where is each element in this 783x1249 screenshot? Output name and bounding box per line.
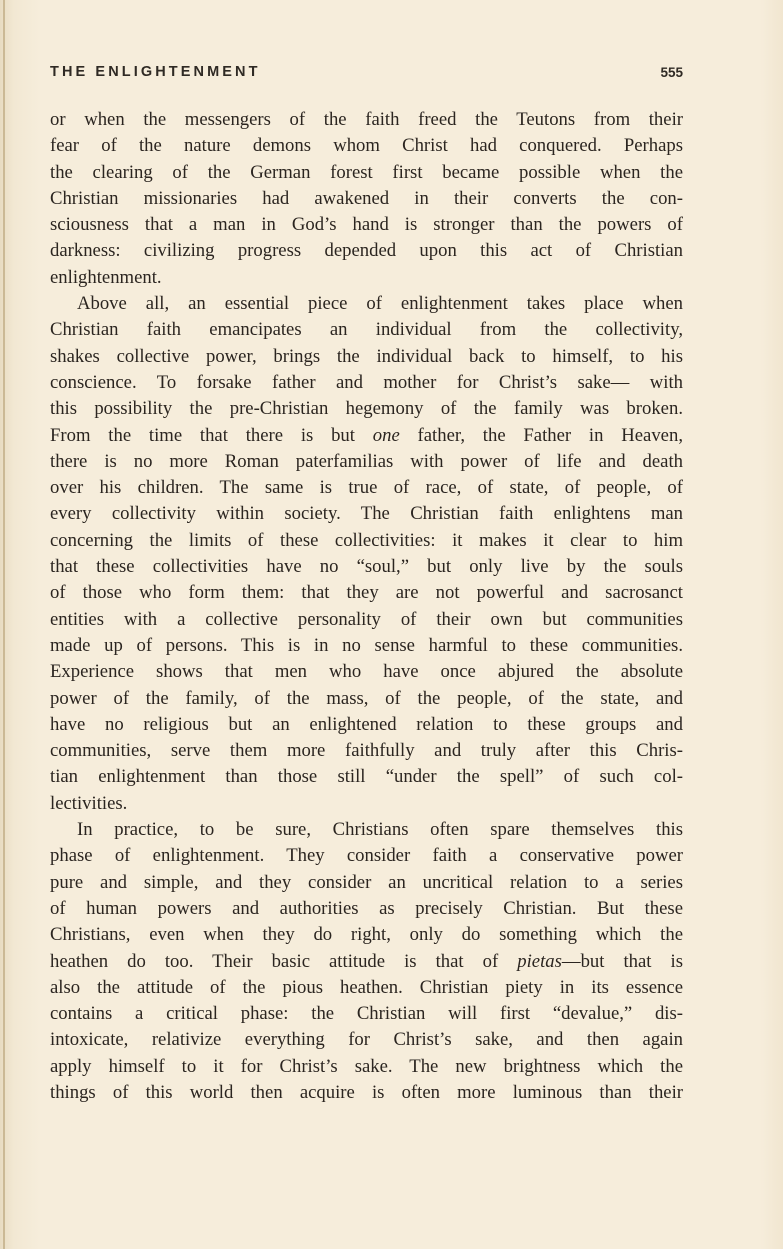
- text-line: or when the messengers of the faith freed the Teutons from their: [50, 109, 683, 130]
- text-line: Christian faith emancipates an individual from the collectivity,: [50, 319, 683, 341]
- text-segment: heathen do too. Their basic attitude is that of: [50, 950, 518, 972]
- text-line: In practice, to be sure, Christians often spare themselves this: [77, 819, 683, 841]
- page-number: 555: [660, 65, 683, 80]
- text-line: darkness: civilizing progress depended upon this act of Christian: [50, 240, 683, 262]
- text-line: Christians, even when they do right, only do something which the: [50, 924, 683, 946]
- text-line: Christian missionaries had awakened in their converts the con-: [50, 187, 683, 209]
- text-line: [50, 949, 683, 975]
- running-header: [50, 64, 683, 88]
- text-line: that these collectivities have no “soul,” but only live by the souls: [50, 556, 683, 578]
- text-line: there is no more Roman paterfamilias with power of life and death: [50, 450, 683, 472]
- text-line: fear of the nature demons whom Christ had conquered. Perhaps: [50, 135, 683, 157]
- text-line: power of the family, of the mass, of the people, of the state, and: [50, 687, 683, 709]
- text-line: this possibility the pre-Christian hegemony of the family was broken.: [50, 398, 683, 420]
- text-line: shakes collective power, brings the individual back to himself, to his: [50, 345, 683, 367]
- text-line: contains a critical phase: the Christian will first “devalue,” dis-: [50, 1003, 683, 1025]
- text-line: every collectivity within society. The Christian faith enlightens man: [50, 503, 683, 525]
- text-line: over his children. The same is true of race, of state, of people, of: [50, 477, 683, 499]
- text-line: also the attitude of the pious heathen. Christian piety in its essence: [50, 976, 683, 998]
- text-line: Experience shows that men who have once abjured the absolute: [50, 661, 683, 683]
- text-line: lectivities.: [50, 792, 128, 814]
- text-line: made up of persons. This is in no sense harmful to these communities.: [50, 634, 683, 656]
- text-line: apply himself to it for Christ’s sake. The new brightness which the: [50, 1055, 683, 1077]
- body-text: [50, 107, 683, 1106]
- text-line: sciousness that a man in God’s hand is stronger than the powers of: [50, 214, 683, 236]
- text-line: communities, serve them more faithfully and truly after this Chris-: [50, 740, 683, 762]
- text-line: intoxicate, relativize everything for Christ’s sake, and then again: [50, 1029, 683, 1051]
- text-line: the clearing of the German forest first became possible when the: [50, 161, 683, 183]
- text-segment: From the time that there is but: [50, 424, 373, 446]
- text-line: pure and simple, and they consider an uncritical relation to a series: [50, 871, 683, 893]
- text-segment: —but that is: [561, 950, 683, 972]
- text-line: concerning the limits of these collectivities: it makes it clear to him: [50, 529, 683, 551]
- text-line: of human powers and authorities as precisely Christian. But these: [50, 897, 683, 919]
- text-line: things of this world then acquire is often more luminous than their: [50, 1081, 683, 1103]
- italic-word: pietas: [517, 950, 562, 972]
- text-line: [50, 423, 683, 449]
- text-segment: father, the Father in Heaven,: [399, 424, 683, 446]
- italic-word: one: [372, 424, 400, 446]
- text-line: Above all, an essential piece of enlightenment takes place when: [77, 293, 683, 315]
- text-line: tian enlightenment than those still “under the spell” of such col-: [50, 766, 683, 788]
- text-line: of those who form them: that they are not powerful and sacrosanct: [50, 582, 683, 604]
- text-line: phase of enlightenment. They consider faith a conservative power: [50, 845, 683, 867]
- running-title: THE ENLIGHTENMENT: [50, 64, 261, 80]
- text-line: conscience. To forsake father and mother for Christ’s sake— with: [50, 371, 683, 393]
- page-gutter-edge: [3, 0, 5, 1249]
- text-line: have no religious but an enlightened relation to these groups and: [50, 713, 683, 735]
- text-line: enlightenment.: [50, 266, 162, 288]
- text-line: entities with a collective personality of their own but communities: [50, 608, 683, 630]
